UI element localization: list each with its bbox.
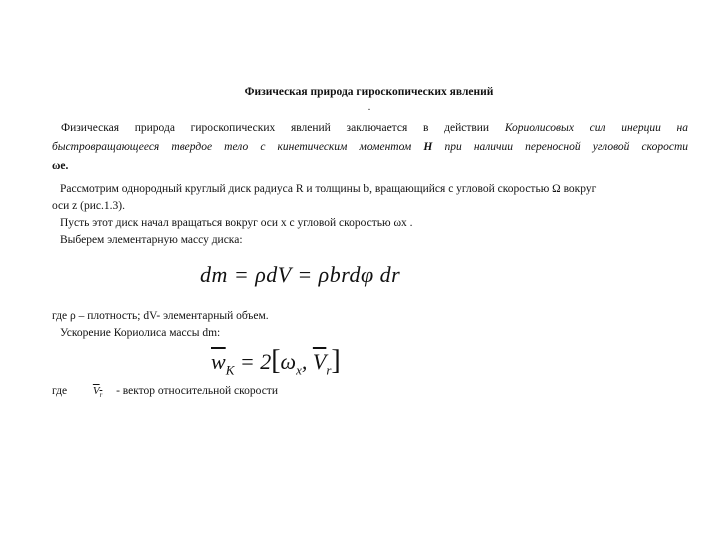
intro-line-3: ωe.	[52, 160, 69, 172]
formula-w-sub: K	[225, 362, 235, 378]
formula-omega: ω	[280, 349, 297, 374]
formula-mass: dm = ρdV = ρbrdφ dr	[200, 262, 401, 287]
paragraph-rotation: Пусть этот диск начал вращаться вокруг оси x с угловой скоростью ωx .	[60, 217, 413, 229]
intro-line-2: быстровращающееся твердое тело с кинетическим моментом H при наличии переносной угловой скорости	[52, 141, 688, 153]
formula-comma: ,	[301, 349, 313, 374]
formula-v-sub: r	[326, 362, 332, 378]
page-title: Физическая природа гироскопических явлений	[244, 86, 494, 98]
paragraph-disk: Рассмотрим однородный круглый диск радиуса R и толщины b, вращающийся с угловой скоростью Ω вокруг	[60, 183, 597, 195]
velocity-label: где	[52, 385, 68, 397]
formula-coriolis	[211, 345, 341, 378]
formula-bracket-open: [	[271, 345, 281, 376]
paragraph-mass: Выберем элементарную массу диска:	[60, 234, 243, 246]
formula-w: $\overline{w}$	[211, 349, 226, 374]
formula-bracket-close: ]	[331, 345, 341, 376]
paragraph-density: где ρ – плотность; dV- элементарный объем.	[52, 310, 269, 322]
velocity-desc: - вектор относительной скорости	[116, 385, 278, 397]
formula-eq: = 2	[234, 349, 272, 374]
paragraph-intro	[52, 119, 688, 176]
formula-omega-sub: x	[296, 362, 302, 378]
intro-line-1: Физическая природа гироскопических явлений заключается в действии Кориолисовых сил инерции на	[61, 122, 688, 134]
formula-v: $\overline{V}$	[312, 349, 327, 374]
velocity-vector: $V_r$	[92, 385, 103, 400]
paragraph-disk-cont: оси z (рис.1.3).	[52, 200, 125, 212]
paragraph-coriolis: Ускорение Кориолиса массы dm:	[60, 327, 221, 339]
paragraph-velocity	[52, 385, 278, 399]
title-dot: .	[367, 102, 371, 113]
